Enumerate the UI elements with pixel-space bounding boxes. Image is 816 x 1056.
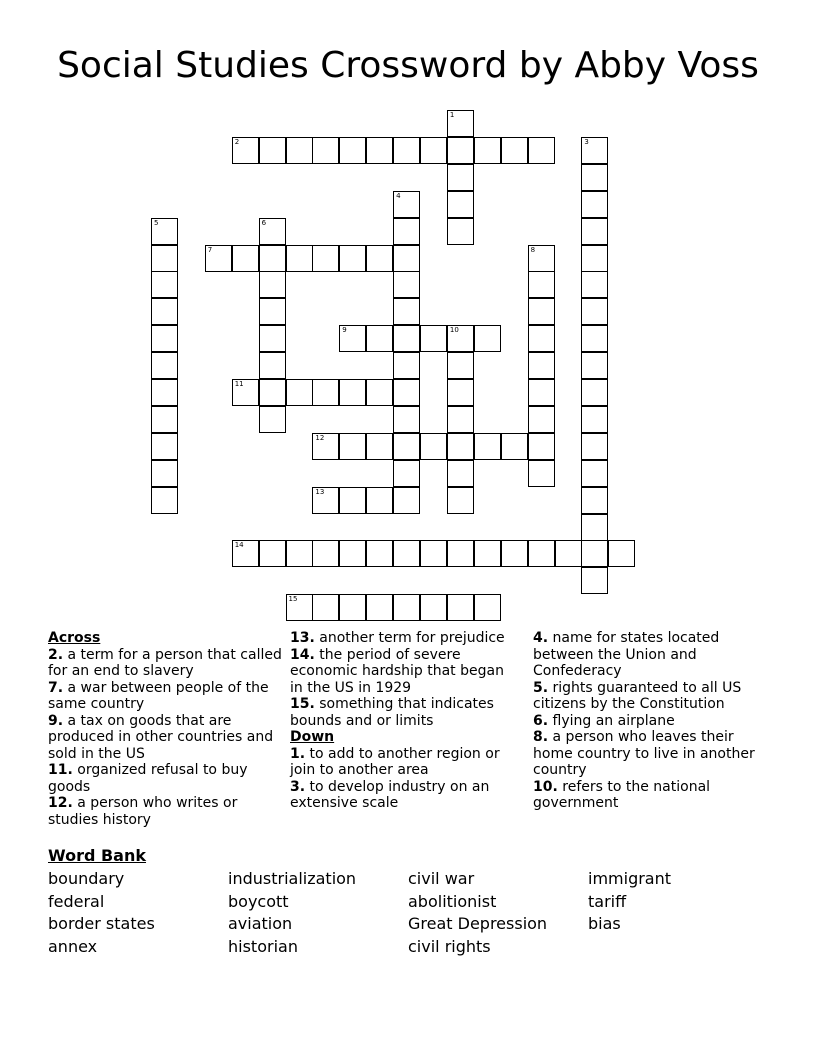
grid-cell[interactable] [528, 379, 555, 406]
grid-cell[interactable] [259, 406, 286, 433]
clue-down-4: 4. name for states located between the Union and Confederacy [533, 630, 720, 679]
grid-cell[interactable] [393, 245, 420, 272]
grid-cell[interactable] [393, 271, 420, 298]
grid-cell[interactable] [501, 540, 528, 567]
grid-cell[interactable] [312, 137, 339, 164]
grid-cell[interactable] [339, 433, 366, 460]
grid-cell[interactable] [232, 137, 259, 164]
grid-cell[interactable] [581, 191, 608, 218]
grid-cell[interactable] [420, 433, 447, 460]
clue-across-2: 2. a term for a person that called for an end to slavery [48, 646, 282, 679]
word-bank-item: civil rights [408, 937, 491, 956]
word-bank-heading: Word Bank [48, 846, 147, 865]
grid-cell[interactable] [608, 540, 635, 567]
grid-cell[interactable] [528, 271, 555, 298]
word-bank-item: border states [48, 914, 155, 933]
grid-cell[interactable] [366, 137, 393, 164]
clue-number-label: 9 [342, 326, 347, 335]
clues-column-1 [48, 630, 284, 828]
clues-column-2 [290, 630, 518, 812]
grid-cell[interactable] [286, 137, 313, 164]
grid-cell[interactable] [420, 594, 447, 621]
grid-cell[interactable] [259, 540, 286, 567]
grid-cell[interactable] [581, 298, 608, 325]
grid-cell[interactable] [259, 325, 286, 352]
grid-cell[interactable] [528, 406, 555, 433]
grid-cell[interactable] [151, 433, 178, 460]
grid-cell[interactable] [420, 540, 447, 567]
grid-cell[interactable] [447, 540, 474, 567]
grid-cell[interactable] [312, 540, 339, 567]
grid-cell[interactable] [151, 271, 178, 298]
clue-number-label: 11 [234, 380, 244, 388]
word-bank-item: tariff [588, 892, 627, 911]
grid-cell[interactable] [420, 325, 447, 352]
grid-cell[interactable] [393, 406, 420, 433]
clue-number-label: 8 [530, 245, 536, 254]
clue-down-10: 10. refers to the national government [533, 778, 711, 811]
grid-cell[interactable] [581, 218, 608, 245]
grid-cell[interactable] [232, 540, 259, 567]
grid-cell[interactable] [555, 540, 582, 567]
grid-cell[interactable] [151, 379, 178, 406]
clue-number-label: 2 [234, 137, 240, 146]
grid-cell[interactable] [339, 379, 366, 406]
clue-across-9: 9. a tax on goods that are produced in other countries and sold in the US [48, 712, 274, 762]
word-bank-item: annex [48, 937, 98, 956]
grid-cell[interactable] [528, 540, 555, 567]
grid-cell[interactable] [339, 325, 366, 352]
grid-cell[interactable] [528, 137, 555, 164]
grid-cell[interactable] [581, 352, 608, 379]
grid-cell[interactable] [366, 594, 393, 621]
clue-across-12: 12. a person who writes or studies history [48, 795, 238, 828]
word-bank-item: boycott [228, 892, 289, 911]
clue-across-15: 15. something that indicates bounds and or limits [290, 696, 494, 729]
grid-cell[interactable] [259, 352, 286, 379]
grid-cell[interactable] [259, 271, 286, 298]
grid-cell[interactable] [286, 379, 313, 406]
grid-cell[interactable] [447, 487, 474, 514]
grid-cell[interactable] [393, 594, 420, 621]
grid-cell[interactable] [581, 433, 608, 460]
grid-cell[interactable] [447, 325, 474, 352]
grid-cell[interactable] [581, 137, 608, 164]
clue-number-label: 1 [449, 111, 455, 119]
clues-column-3 [533, 630, 773, 812]
grid-cell[interactable] [447, 379, 474, 406]
grid-cell[interactable] [339, 245, 366, 272]
grid-cell[interactable] [339, 487, 366, 514]
clue-number-label: 13 [315, 487, 325, 496]
clue-down-5: 5. rights guaranteed to all US citizens by the Constitution [533, 679, 742, 712]
grid-cell[interactable] [393, 137, 420, 164]
grid-cell[interactable] [528, 325, 555, 352]
grid-cell[interactable] [366, 540, 393, 567]
grid-cell[interactable] [312, 245, 339, 272]
grid-cell[interactable] [366, 325, 393, 352]
grid-cell[interactable] [581, 460, 608, 487]
word-bank-item: immigrant [588, 869, 672, 888]
grid-cell[interactable] [151, 487, 178, 514]
grid-cell[interactable] [447, 594, 474, 621]
word-bank-item: civil war [408, 869, 475, 888]
clue-number-label: 12 [315, 433, 325, 442]
grid-cell[interactable] [447, 218, 474, 245]
grid-cell[interactable] [286, 245, 313, 272]
grid-cell[interactable] [151, 245, 178, 272]
grid-cell[interactable] [528, 433, 555, 460]
grid-cell[interactable] [474, 433, 501, 460]
grid-cell[interactable] [528, 245, 555, 272]
clue-number-label: 15 [288, 595, 298, 604]
grid-cell[interactable] [339, 540, 366, 567]
clue-number-label: 10 [449, 326, 459, 335]
grid-cell[interactable] [366, 433, 393, 460]
grid-cell[interactable] [151, 218, 178, 245]
word-bank-item: boundary [48, 869, 125, 888]
grid-cell[interactable] [393, 298, 420, 325]
grid-cell[interactable] [393, 379, 420, 406]
grid-cell[interactable] [420, 137, 447, 164]
grid-cell[interactable] [501, 137, 528, 164]
grid-cell[interactable] [366, 379, 393, 406]
page-title: Social Studies Crossword by Abby Voss [57, 45, 759, 86]
clue-across-13: 13. another term for prejudice [290, 630, 505, 646]
clue-down-1: 1. to add to another region or join to another area [290, 745, 500, 778]
grid-cell[interactable] [447, 110, 474, 137]
grid-cell[interactable] [447, 137, 474, 164]
word-bank-item: bias [588, 914, 621, 933]
grid-cell[interactable] [286, 540, 313, 567]
grid-cell[interactable] [339, 137, 366, 164]
clue-across-11: 11. organized refusal to buy goods [48, 762, 248, 795]
grid-cell[interactable] [259, 298, 286, 325]
grid-cell[interactable] [393, 218, 420, 245]
clue-number-label: 14 [234, 541, 244, 550]
grid-cell[interactable] [393, 487, 420, 514]
grid-cell[interactable] [581, 567, 608, 594]
grid-cell[interactable] [528, 298, 555, 325]
word-bank-item: aviation [228, 914, 293, 933]
grid-cell[interactable] [312, 379, 339, 406]
grid-cell[interactable] [151, 298, 178, 325]
grid-cell[interactable] [474, 540, 501, 567]
clue-number-label: 7 [207, 245, 213, 254]
grid-cell[interactable] [259, 379, 286, 406]
grid-cell[interactable] [232, 245, 259, 272]
grid-cell[interactable] [581, 514, 608, 541]
grid-cell[interactable] [312, 594, 339, 621]
grid-cell[interactable] [581, 325, 608, 352]
grid-cell[interactable] [393, 191, 420, 218]
grid-cell[interactable] [581, 406, 608, 433]
grid-cell[interactable] [151, 406, 178, 433]
grid-cell[interactable] [312, 487, 339, 514]
grid-cell[interactable] [581, 487, 608, 514]
clue-down-6: 6. flying an airplane [533, 712, 675, 729]
grid-cell[interactable] [447, 352, 474, 379]
grid-cell[interactable] [259, 137, 286, 164]
word-bank-item: Great Depression [408, 914, 548, 933]
grid-cell[interactable] [286, 594, 313, 621]
grid-cell[interactable] [447, 433, 474, 460]
word-bank-item: federal [48, 892, 105, 911]
clue-across-14: 14. the period of severe economic hardship that began in the US in 1929 [290, 646, 504, 696]
grid-cell[interactable] [447, 460, 474, 487]
grid-cell[interactable] [393, 352, 420, 379]
grid-cell[interactable] [501, 433, 528, 460]
grid-cell[interactable] [151, 325, 178, 352]
clue-down-3: 3. to develop industry on an extensive scale [290, 778, 490, 811]
clue-number-label: 4 [396, 191, 401, 200]
grid-cell[interactable] [151, 352, 178, 379]
grid-cell[interactable] [581, 540, 608, 567]
grid-cell[interactable] [581, 271, 608, 298]
clue-number-label: 6 [261, 218, 267, 227]
clue-number-label: 3 [584, 137, 589, 146]
grid-cell[interactable] [474, 325, 501, 352]
grid-cell[interactable] [259, 245, 286, 272]
grid-cell[interactable] [151, 460, 178, 487]
grid-cell[interactable] [393, 325, 420, 352]
grid-cell[interactable] [581, 164, 608, 191]
grid-cell[interactable] [205, 245, 232, 272]
clue-down-8: 8. a person who leaves their home country to live in another country [533, 729, 755, 778]
grid-cell[interactable] [474, 137, 501, 164]
grid-cell[interactable] [232, 379, 259, 406]
across-heading: Across [48, 630, 101, 646]
grid-cell[interactable] [447, 191, 474, 218]
grid-cell[interactable] [393, 460, 420, 487]
word-bank-item: historian [228, 937, 298, 956]
grid-cell[interactable] [447, 164, 474, 191]
grid-cell[interactable] [581, 379, 608, 406]
word-bank-item: abolitionist [408, 892, 497, 911]
grid-cell[interactable] [259, 218, 286, 245]
grid-cell[interactable] [528, 460, 555, 487]
grid-cell[interactable] [393, 540, 420, 567]
grid-cell[interactable] [474, 594, 501, 621]
grid-cell[interactable] [528, 352, 555, 379]
grid-cell[interactable] [339, 594, 366, 621]
down-heading: Down [290, 729, 335, 745]
grid-cell[interactable] [366, 245, 393, 272]
grid-cell[interactable] [393, 433, 420, 460]
grid-cell[interactable] [312, 433, 339, 460]
grid-cell[interactable] [581, 245, 608, 272]
clue-across-7: 7. a war between people of the same country [48, 679, 269, 712]
grid-cell[interactable] [447, 406, 474, 433]
clue-number-label: 5 [154, 218, 159, 227]
word-bank-item: industrialization [228, 869, 357, 888]
grid-cell[interactable] [366, 487, 393, 514]
